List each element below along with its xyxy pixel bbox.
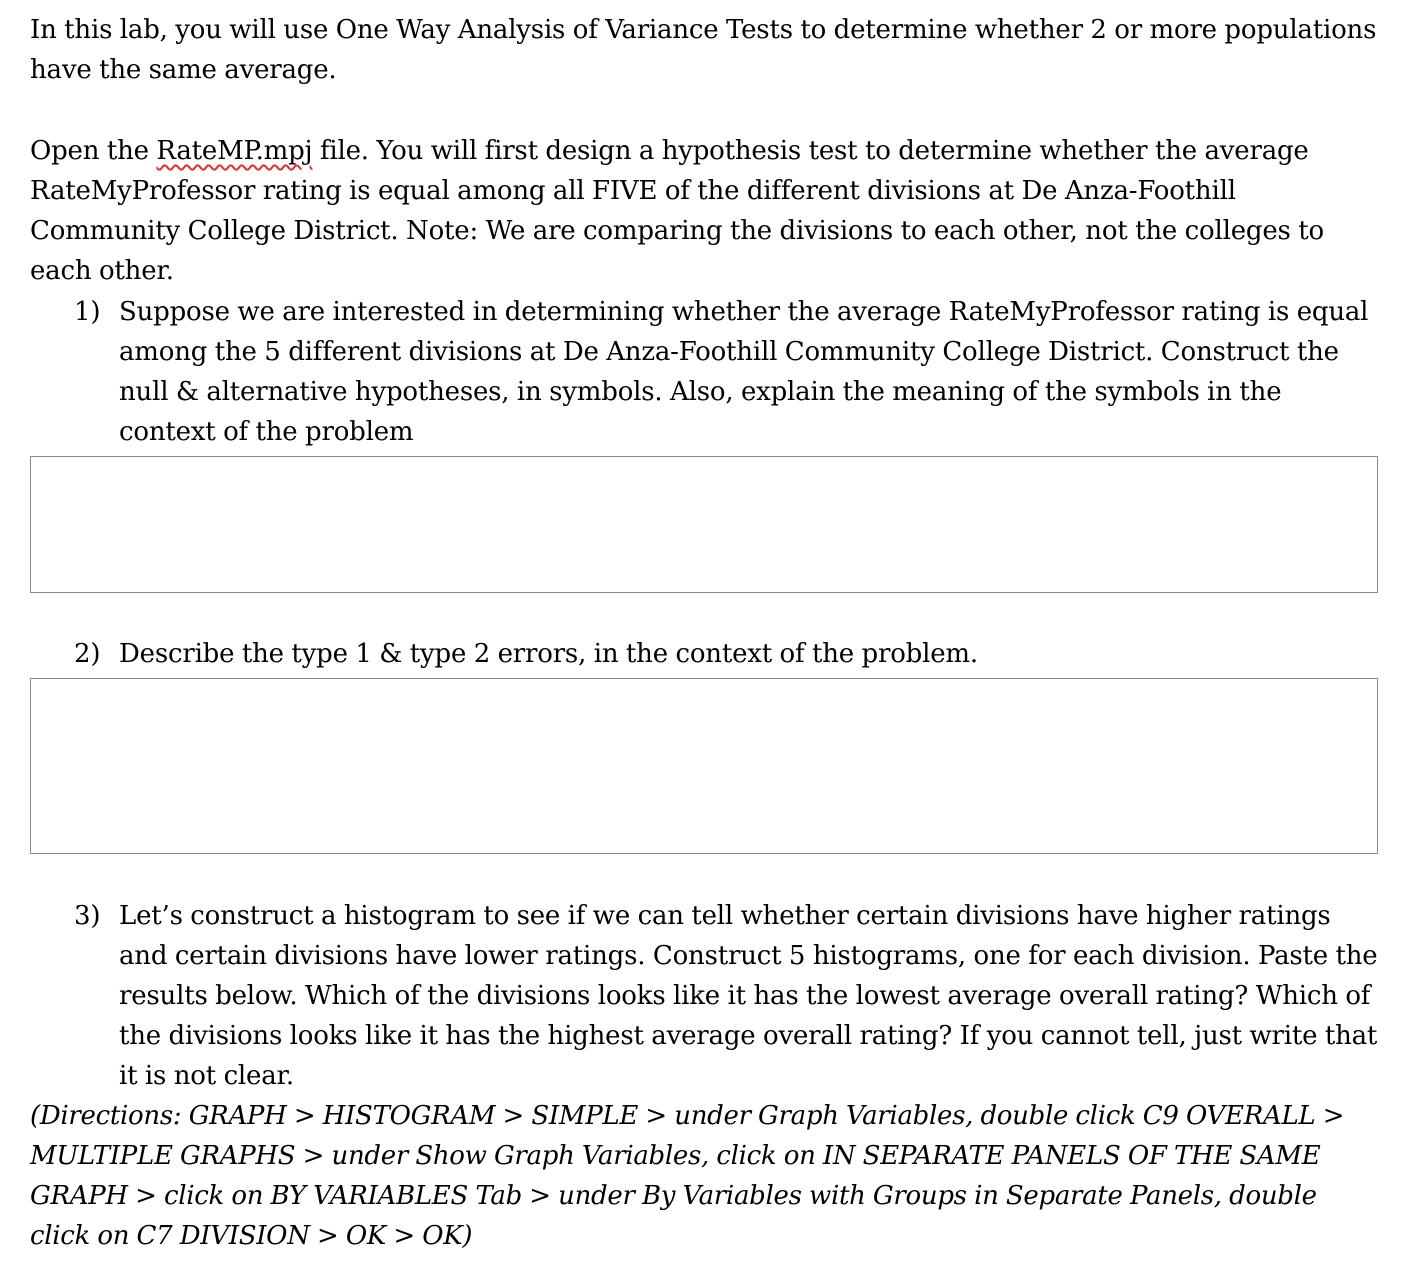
question-1-text: Suppose we are interested in determining whether the average RateMyProfessor rating is equal among the 5 different divisions at De Anza-Foothill Community College District. Construct the null & alternative hypotheses, in symbols. Also, explain the meaning of the symbols in the context of the problem — [119, 297, 1369, 447]
open-file-paragraph — [30, 131, 1380, 291]
open-text-after: file. You will first design a hypothesis test to determine whether the average RateMyProfessor rating is equal among all FIVE of the different divisions at De Anza-Foothill Community College District. Note: We are comparing the divisions to each other, not the colleges to each other. — [30, 136, 1324, 286]
question-3-text: Let’s construct a histogram to see if we can tell whether certain divisions have higher ratings and certain divisions have lower ratings. Construct 5 histograms, one for each division. Paste the results below. Which of the divisions looks like it has the lowest average overall rating? Which of the divisions looks like it has the highest average overall rating? If you cannot tell, just write that it is not clear. — [119, 901, 1378, 1091]
question-2 — [74, 634, 1378, 674]
question-2-number: 2) — [74, 639, 101, 669]
intro-paragraph: In this lab, you will use One Way Analysis of Variance Tests to determine whether 2 or more populations have the same average. — [30, 15, 1377, 85]
answer-box-2[interactable] — [30, 678, 1378, 854]
question-3-number: 3) — [74, 901, 101, 931]
filename-misspelled: RateMP.mpj — [156, 136, 313, 166]
minitab-directions: (Directions: GRAPH > HISTOGRAM > SIMPLE > under Graph Variables, double click C9 OVERALL > MULTIPLE GRAPHS > under Show Graph Variables, click on IN SEPARATE PANELS OF THE SAME GRAPH > click on BY VARIABLES Tab > under By Variables with Groups in Separate Panels, double click on C7 DIVISION > OK > OK) — [30, 1101, 1345, 1251]
open-text-before: Open the — [30, 136, 157, 166]
answer-box-1[interactable] — [30, 456, 1378, 593]
question-1-number: 1) — [74, 297, 101, 327]
question-1 — [74, 292, 1378, 452]
question-3 — [74, 896, 1378, 1096]
question-2-text: Describe the type 1 & type 2 errors, in the context of the problem. — [119, 639, 978, 669]
